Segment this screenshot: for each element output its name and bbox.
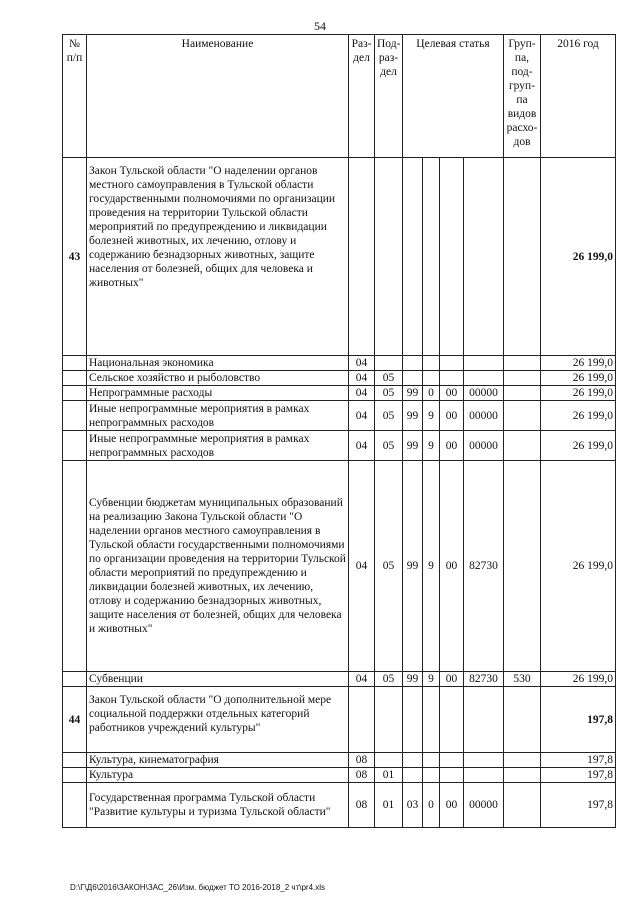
cell-rz: 08 <box>349 753 375 768</box>
table-row <box>63 461 616 672</box>
cell-t2: 9 <box>423 431 440 461</box>
cell-name: Субвенции бюджетам муниципальных образований на реализацию Закона Тульской области "О наделении органов местного самоуправления в Тульской области государственными полномочиями по организации проведения на территории Тульской области мероприятий по предупреждению и ликвидации болезней животных, их лечению, отлову и содержанию безнадзорных животных, защите населения от болезней, общих для человека и животных" <box>87 461 349 672</box>
cell-num <box>63 753 87 768</box>
table-row <box>63 158 616 356</box>
cell-t4 <box>464 371 504 386</box>
cell-t1 <box>403 768 423 783</box>
cell-value: 26 199,0 <box>541 371 616 386</box>
header-target: Целевая статья <box>403 35 504 158</box>
cell-pr: 01 <box>375 783 403 828</box>
cell-t4: 00000 <box>464 431 504 461</box>
cell-num <box>63 461 87 672</box>
cell-value: 26 199,0 <box>541 356 616 371</box>
header-group: Груп-па, под-груп-па видов расхо-дов <box>504 35 541 158</box>
cell-name: Национальная экономика <box>87 356 349 371</box>
cell-rz: 04 <box>349 371 375 386</box>
cell-t4 <box>464 356 504 371</box>
cell-t3 <box>440 753 464 768</box>
cell-name: Сельское хозяйство и рыболовство <box>87 371 349 386</box>
cell-t2 <box>423 371 440 386</box>
cell-t1 <box>403 158 423 356</box>
table-row <box>63 687 616 753</box>
table-row <box>63 371 616 386</box>
cell-pr <box>375 158 403 356</box>
cell-t3 <box>440 371 464 386</box>
table-row <box>63 783 616 828</box>
cell-value: 26 199,0 <box>541 401 616 431</box>
cell-t3: 00 <box>440 672 464 687</box>
cell-grp <box>504 401 541 431</box>
cell-name: Государственная программа Тульской области "Развитие культуры и туризма Тульской области" <box>87 783 349 828</box>
cell-pr: 05 <box>375 672 403 687</box>
cell-t1: 99 <box>403 401 423 431</box>
cell-num <box>63 386 87 401</box>
cell-name: Иные непрограммные мероприятия в рамках непрограммных расходов <box>87 431 349 461</box>
table-header <box>63 35 616 158</box>
cell-num <box>63 431 87 461</box>
cell-t3 <box>440 356 464 371</box>
cell-rz: 04 <box>349 356 375 371</box>
cell-num <box>63 672 87 687</box>
cell-num <box>63 768 87 783</box>
cell-value: 26 199,0 <box>541 386 616 401</box>
table-row <box>63 753 616 768</box>
cell-name: Закон Тульской области "О дополнительной мере социальной поддержки отдельных категорий работников учреждений культуры" <box>87 687 349 753</box>
budget-table <box>62 34 616 828</box>
cell-value: 26 199,0 <box>541 672 616 687</box>
cell-value: 197,8 <box>541 753 616 768</box>
cell-value: 26 199,0 <box>541 431 616 461</box>
cell-value: 197,8 <box>541 687 616 753</box>
cell-pr: 01 <box>375 768 403 783</box>
cell-t1: 03 <box>403 783 423 828</box>
cell-grp <box>504 356 541 371</box>
cell-t4 <box>464 687 504 753</box>
cell-t4 <box>464 753 504 768</box>
cell-rz: 04 <box>349 461 375 672</box>
cell-t4 <box>464 768 504 783</box>
cell-pr: 05 <box>375 371 403 386</box>
cell-t1: 99 <box>403 431 423 461</box>
cell-name: Иные непрограммные мероприятия в рамках непрограммных расходов <box>87 401 349 431</box>
header-razdel: Раз-дел <box>349 35 375 158</box>
table-row <box>63 768 616 783</box>
cell-t3 <box>440 687 464 753</box>
cell-rz: 04 <box>349 672 375 687</box>
cell-t4: 82730 <box>464 461 504 672</box>
cell-name: Закон Тульской области "О наделении органов местного самоуправления в Тульской области государственными полномочиями по организации проведения на территории Тульской области мероприятий по предупреждению и ликвидации болезней животных, их лечению, отлову и содержанию безнадзорных животных, защите населения от болезней, общих для человека и животных" <box>87 158 349 356</box>
cell-num <box>63 401 87 431</box>
cell-pr <box>375 356 403 371</box>
cell-t2: 0 <box>423 783 440 828</box>
cell-t1 <box>403 753 423 768</box>
cell-pr <box>375 753 403 768</box>
cell-t1: 99 <box>403 672 423 687</box>
cell-t3: 00 <box>440 431 464 461</box>
cell-t4: 00000 <box>464 783 504 828</box>
cell-num <box>63 783 87 828</box>
cell-grp: 530 <box>504 672 541 687</box>
cell-rz: 04 <box>349 386 375 401</box>
cell-t2 <box>423 753 440 768</box>
cell-t1: 99 <box>403 461 423 672</box>
cell-t4 <box>464 158 504 356</box>
cell-rz: 08 <box>349 768 375 783</box>
cell-grp <box>504 687 541 753</box>
cell-t2 <box>423 356 440 371</box>
cell-value: 197,8 <box>541 768 616 783</box>
cell-t2: 0 <box>423 386 440 401</box>
cell-name: Непрограммные расходы <box>87 386 349 401</box>
header-name: Наименование <box>87 35 349 158</box>
cell-pr: 05 <box>375 461 403 672</box>
cell-rz <box>349 158 375 356</box>
cell-rz <box>349 687 375 753</box>
cell-pr: 05 <box>375 386 403 401</box>
cell-t3: 00 <box>440 386 464 401</box>
cell-rz: 04 <box>349 401 375 431</box>
cell-t1 <box>403 371 423 386</box>
cell-t2: 9 <box>423 672 440 687</box>
cell-grp <box>504 371 541 386</box>
cell-grp <box>504 461 541 672</box>
cell-t4: 82730 <box>464 672 504 687</box>
cell-t1 <box>403 356 423 371</box>
cell-t3: 00 <box>440 461 464 672</box>
cell-t3: 00 <box>440 783 464 828</box>
cell-t4: 00000 <box>464 401 504 431</box>
file-path-footer: D:\Г\Д6\2016\ЗАКОН\ЗАС_26\Изм. бюджет ТО 2016-2018_2 чт\pr4.xls <box>70 883 326 892</box>
cell-t3: 00 <box>440 401 464 431</box>
cell-grp <box>504 783 541 828</box>
cell-rz: 08 <box>349 783 375 828</box>
table-row <box>63 356 616 371</box>
cell-name: Культура, кинематография <box>87 753 349 768</box>
cell-grp <box>504 768 541 783</box>
cell-name: Субвенции <box>87 672 349 687</box>
cell-value: 26 199,0 <box>541 461 616 672</box>
cell-num <box>63 371 87 386</box>
header-year: 2016 год <box>541 35 616 158</box>
cell-value: 197,8 <box>541 783 616 828</box>
cell-t1 <box>403 687 423 753</box>
header-podrazdel: Под-раз-дел <box>375 35 403 158</box>
cell-pr: 05 <box>375 401 403 431</box>
cell-t2 <box>423 768 440 783</box>
cell-num: 44 <box>63 687 87 753</box>
cell-t2: 9 <box>423 461 440 672</box>
cell-t2 <box>423 158 440 356</box>
cell-grp <box>504 753 541 768</box>
cell-grp <box>504 431 541 461</box>
cell-t1: 99 <box>403 386 423 401</box>
cell-pr <box>375 687 403 753</box>
cell-value: 26 199,0 <box>541 158 616 356</box>
cell-t4: 00000 <box>464 386 504 401</box>
cell-pr: 05 <box>375 431 403 461</box>
cell-grp <box>504 386 541 401</box>
cell-name: Культура <box>87 768 349 783</box>
header-num: № п/п <box>63 35 87 158</box>
cell-t3 <box>440 768 464 783</box>
cell-t3 <box>440 158 464 356</box>
table-row <box>63 401 616 431</box>
table-row <box>63 672 616 687</box>
table-row <box>63 431 616 461</box>
page-number: 54 <box>314 19 326 33</box>
cell-num <box>63 356 87 371</box>
cell-t2: 9 <box>423 401 440 431</box>
cell-grp <box>504 158 541 356</box>
cell-num: 43 <box>63 158 87 356</box>
cell-t2 <box>423 687 440 753</box>
table-row <box>63 386 616 401</box>
cell-rz: 04 <box>349 431 375 461</box>
